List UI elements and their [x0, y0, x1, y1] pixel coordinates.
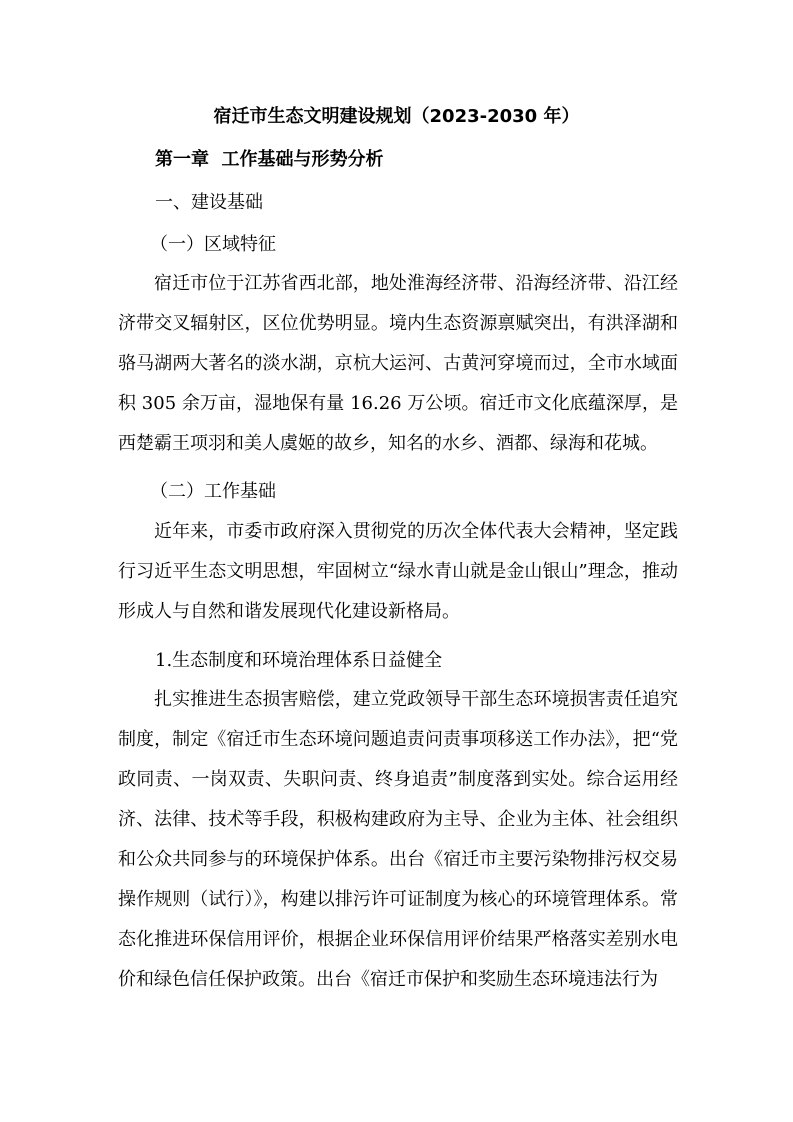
section-heading-construction-basis: 一、建设基础 — [155, 192, 263, 213]
subsection-heading-work-basis: （二）工作基础 — [150, 481, 276, 502]
chapter-heading: 第一章 工作基础与形势分析 — [155, 149, 384, 170]
paragraph-regional-features: 宿迁市位于江苏省西北部，地处淮海经济带、沿海经济带、沿江经济带交叉辐射区，区位优势明显。境内生态资源禀赋突出，有洪泽湖和骆马湖两大著名的淡水湖，京杭大运河、古黄河穿境而过，全市水域面积 305 余万亩，湿地保有量 16.26 万公顷。宿迁市文化底蕴深厚，是西楚霸王项羽和美人虞姬的故乡，知名的水乡、酒都、绿海和花城。 — [118, 273, 678, 454]
document-title: 宿迁市生态文明建设规划（2023-2030 年） — [213, 106, 580, 127]
item-heading-ecological-system: 1.生态制度和环境治理体系日益健全 — [155, 650, 443, 671]
paragraph-ecological-system: 扎实推进生态损害赔偿，建立党政领导干部生态环境损害责任追究制度，制定《宿迁市生态环境问题追责问责事项移送工作办法》，把“党政同责、一岗双责、失职问责、终身追责”制度落到实处。综合运用经济、法律、技术等手段，积极构建政府为主导、企业为主体、社会组织和公众共同参与的环境保护体系。出台《宿迁市主要污染物排污权交易操作规则（试行）》，构建以排污许可证制度为核心的环境管理体系。常态化推进环保信用评价，根据企业环保信用评价结果严格落实差别水电价和绿色信任保护政策。出台《宿迁市保护和奖励生态环境违法行为 — [118, 689, 678, 990]
subsection-heading-regional-features: （一）区域特征 — [150, 234, 276, 255]
paragraph-work-basis: 近年来，市委市政府深入贯彻党的历次全体代表大会精神，坚定践行习近平生态文明思想，牢固树立“绿水青山就是金山银山”理念，推动形成人与自然和谐发展现代化建设新格局。 — [118, 521, 678, 622]
